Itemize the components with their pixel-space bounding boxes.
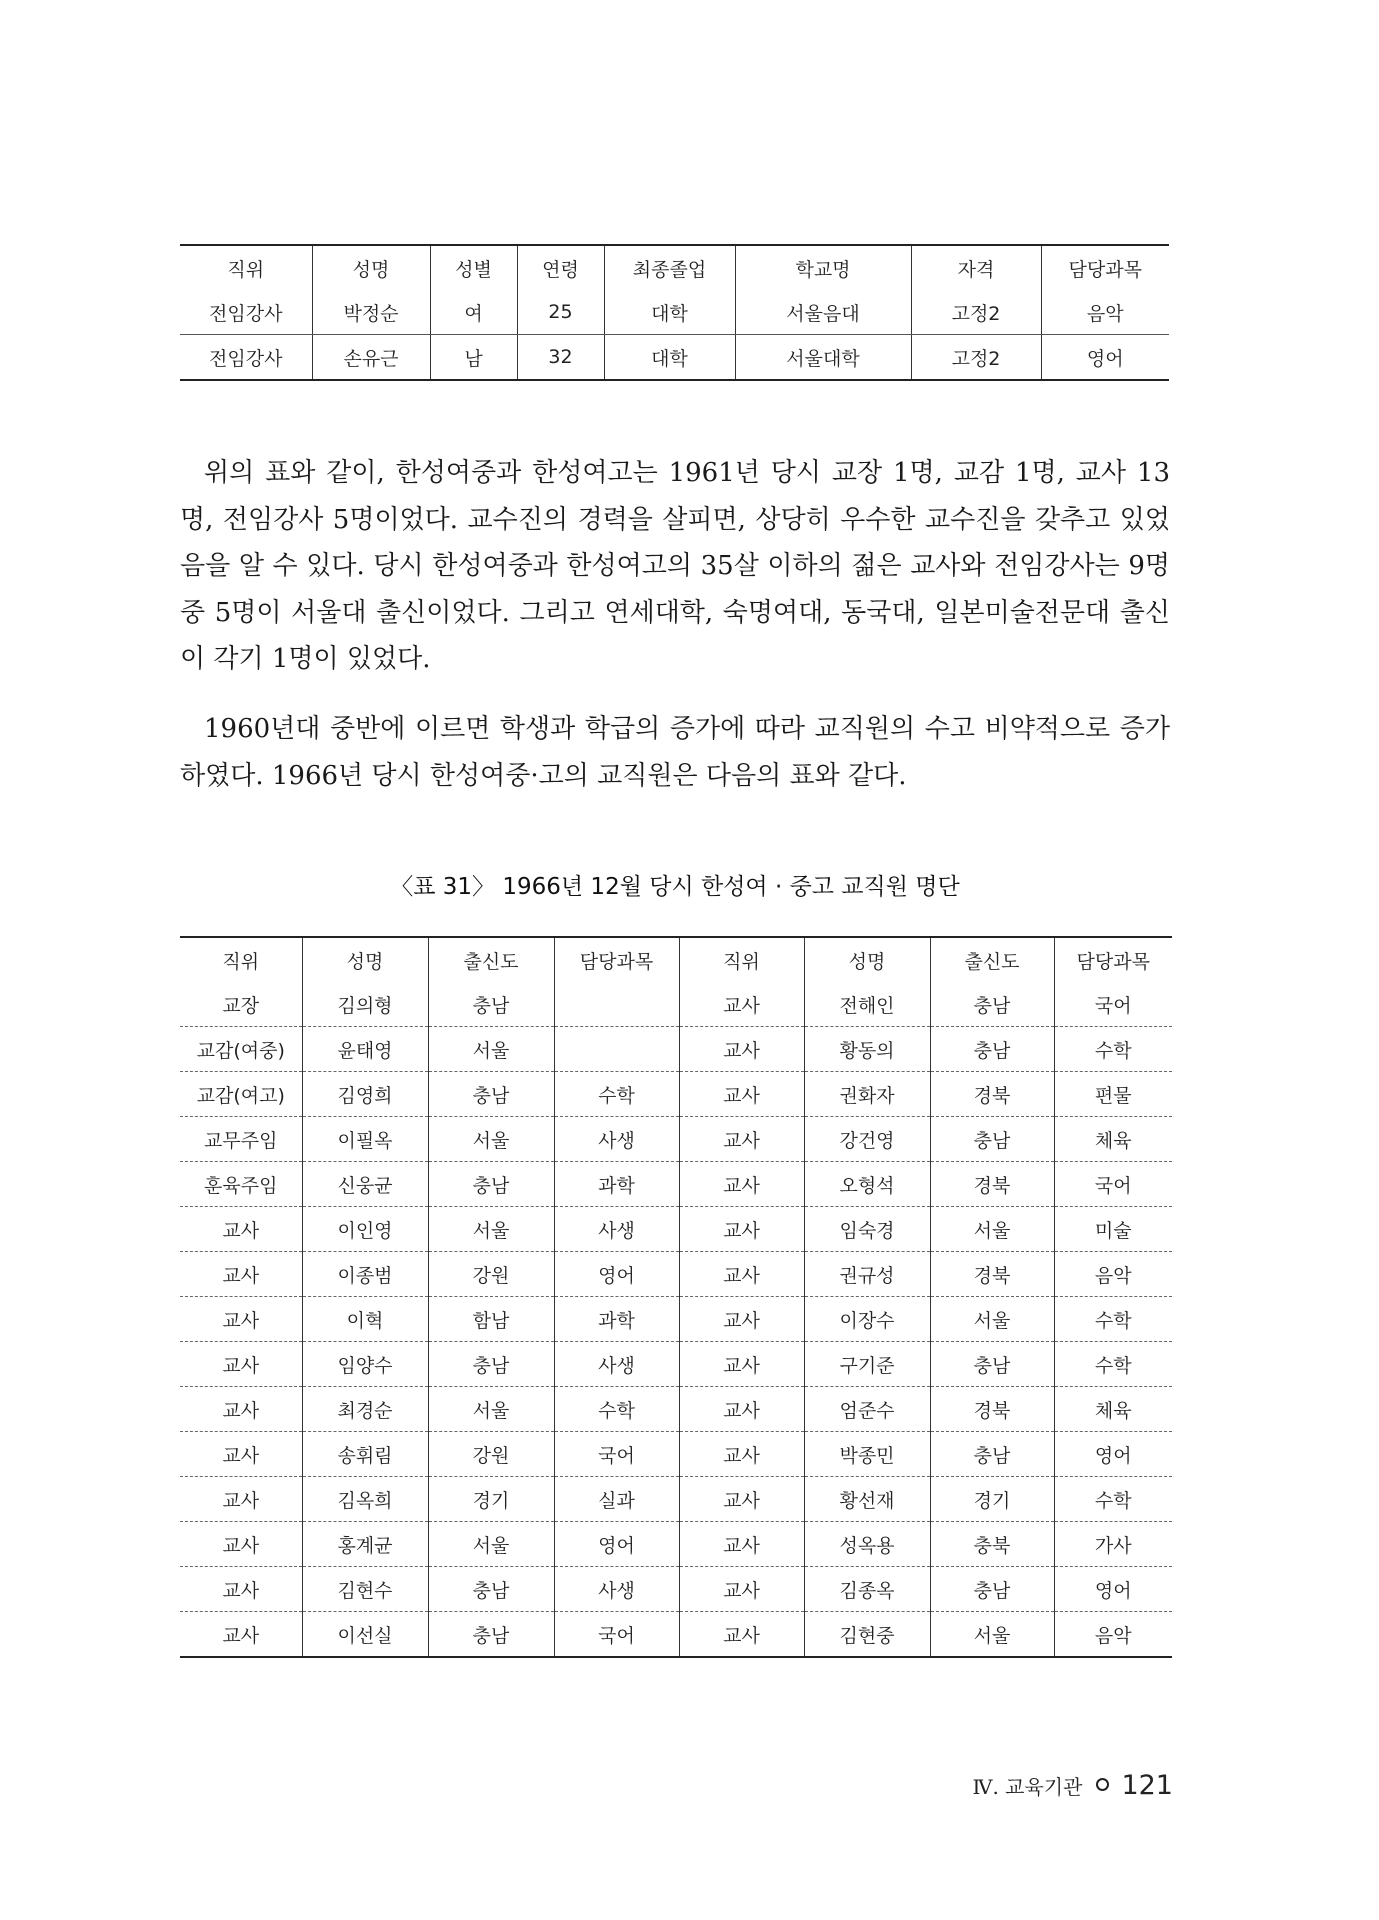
table-cell: 교사 xyxy=(180,1567,302,1612)
staff-roster-table xyxy=(180,936,1172,1658)
table-cell: 영어 xyxy=(1054,1567,1172,1612)
table-cell: 강건영 xyxy=(804,1117,930,1162)
table-cell: 박정순 xyxy=(312,290,430,335)
table-cell: 수학 xyxy=(1054,1027,1172,1072)
table-cell: 교사 xyxy=(180,1207,302,1252)
table-cell: 사생 xyxy=(554,1117,679,1162)
staff-table-body xyxy=(180,982,1172,1657)
table-cell: 체육 xyxy=(1054,1387,1172,1432)
table-cell: 경북 xyxy=(930,1387,1054,1432)
header-cell: 담당과목 xyxy=(1054,937,1172,982)
header-cell: 연령 xyxy=(517,245,604,290)
table-cell: 충남 xyxy=(428,982,554,1027)
table-cell: 임숙경 xyxy=(804,1207,930,1252)
table-row xyxy=(180,1477,1172,1522)
table-caption: 〈표 31〉 1966년 12월 당시 한성여 · 중고 교직원 명단 xyxy=(390,874,960,900)
table-cell: 교사 xyxy=(679,1117,804,1162)
table-cell: 오형석 xyxy=(804,1162,930,1207)
table-cell: 고정2 xyxy=(911,290,1041,335)
table-cell: 손유근 xyxy=(312,335,430,381)
table-cell: 충남 xyxy=(930,1567,1054,1612)
section-label: Ⅳ. 교육기관 xyxy=(972,1775,1083,1799)
table-cell: 교사 xyxy=(679,1027,804,1072)
table-cell: 충남 xyxy=(930,982,1054,1027)
table-cell: 훈육주임 xyxy=(180,1162,302,1207)
table-cell: 고정2 xyxy=(911,335,1041,381)
table-cell: 국어 xyxy=(554,1612,679,1658)
header-cell: 담당과목 xyxy=(554,937,679,982)
table-cell: 박종민 xyxy=(804,1432,930,1477)
header-cell: 자격 xyxy=(911,245,1041,290)
header-cell: 직위 xyxy=(222,950,260,973)
page-number: 121 xyxy=(1121,1770,1173,1801)
table-row xyxy=(180,335,1169,381)
table-row xyxy=(180,1387,1172,1432)
table-row xyxy=(180,1297,1172,1342)
table-cell: 수학 xyxy=(554,1387,679,1432)
table-row xyxy=(180,1162,1172,1207)
table-cell: 이혁 xyxy=(302,1297,428,1342)
header-cell: 직위 xyxy=(679,937,804,982)
table-cell: 교감(여고) xyxy=(180,1072,302,1117)
table-cell: 교사 xyxy=(679,1207,804,1252)
table-cell: 사생 xyxy=(554,1207,679,1252)
table-cell: 영어 xyxy=(554,1522,679,1567)
table-cell: 엄준수 xyxy=(804,1387,930,1432)
table-cell: 충남 xyxy=(428,1342,554,1387)
table-cell: 교장 xyxy=(180,982,302,1027)
table-cell: 충북 xyxy=(930,1522,1054,1567)
table-cell: 충남 xyxy=(930,1117,1054,1162)
table-cell: 교감(여중) xyxy=(180,1027,302,1072)
table-cell xyxy=(554,1027,679,1072)
table-row xyxy=(180,290,1169,335)
table-cell: 교사 xyxy=(679,1567,804,1612)
table-cell: 국어 xyxy=(554,1432,679,1477)
table-row xyxy=(180,1207,1172,1252)
table-cell: 송휘림 xyxy=(302,1432,428,1477)
table-cell: 교사 xyxy=(180,1297,302,1342)
table-cell: 교사 xyxy=(679,1252,804,1297)
table-cell: 이선실 xyxy=(302,1612,428,1658)
table-cell: 25 xyxy=(517,290,604,335)
table-cell: 경북 xyxy=(930,1072,1054,1117)
table-row xyxy=(180,1612,1172,1658)
table-cell: 편물 xyxy=(1054,1072,1172,1117)
table-row xyxy=(180,1027,1172,1072)
table-cell: 김옥희 xyxy=(302,1477,428,1522)
table-cell: 서울 xyxy=(428,1027,554,1072)
table-cell: 교사 xyxy=(679,1387,804,1432)
table-cell: 국어 xyxy=(1054,982,1172,1027)
table-cell: 체육 xyxy=(1054,1117,1172,1162)
table-header-row xyxy=(180,245,1169,290)
header-cell: 성명 xyxy=(804,937,930,982)
table-cell: 경북 xyxy=(930,1252,1054,1297)
table-cell: 사생 xyxy=(554,1342,679,1387)
table-cell: 교사 xyxy=(679,1477,804,1522)
table-cell: 서울 xyxy=(428,1117,554,1162)
table-cell: 교사 xyxy=(679,1522,804,1567)
table-cell: 교사 xyxy=(180,1387,302,1432)
table-cell: 교사 xyxy=(180,1252,302,1297)
table-cell: 충남 xyxy=(930,1027,1054,1072)
table-cell: 충남 xyxy=(428,1567,554,1612)
page-footer xyxy=(972,1770,1173,1801)
table-cell: 여 xyxy=(430,290,517,335)
table-row xyxy=(180,1432,1172,1477)
table-row xyxy=(180,1252,1172,1297)
header-cell: 성별 xyxy=(430,245,517,290)
header-cell: 학교명 xyxy=(735,245,911,290)
table-cell: 성옥용 xyxy=(804,1522,930,1567)
table-cell: 김현수 xyxy=(302,1567,428,1612)
table-cell: 가사 xyxy=(1054,1522,1172,1567)
table-cell: 권화자 xyxy=(804,1072,930,1117)
table-cell: 충남 xyxy=(930,1432,1054,1477)
table-cell: 임양수 xyxy=(302,1342,428,1387)
table-cell: 권규성 xyxy=(804,1252,930,1297)
table-row xyxy=(180,1342,1172,1387)
table-cell: 교사 xyxy=(180,1432,302,1477)
header-cell: 직위 xyxy=(227,258,265,281)
table-cell: 수학 xyxy=(1054,1477,1172,1522)
table-cell: 교사 xyxy=(180,1522,302,1567)
table-cell xyxy=(554,982,679,1027)
table-cell: 이필옥 xyxy=(302,1117,428,1162)
table-cell: 과학 xyxy=(554,1297,679,1342)
table-cell: 이종범 xyxy=(302,1252,428,1297)
table-cell: 국어 xyxy=(1054,1162,1172,1207)
table-cell: 충남 xyxy=(428,1162,554,1207)
table-cell: 수학 xyxy=(1054,1342,1172,1387)
table-cell: 교사 xyxy=(679,1432,804,1477)
table-cell: 김현중 xyxy=(804,1612,930,1658)
table-cell: 교무주임 xyxy=(180,1117,302,1162)
table-row xyxy=(180,1117,1172,1162)
table-cell: 음악 xyxy=(1054,1252,1172,1297)
table-cell: 대학 xyxy=(604,335,735,381)
table-cell: 교사 xyxy=(180,1477,302,1522)
table-cell: 함남 xyxy=(428,1297,554,1342)
body-paragraph: 위의 표와 같이, 한성여중과 한성여고는 1961년 당시 교장 1명, 교감 1명, 교사 13명, 전임강사 5명이었다. 교수진의 경력을 살피면, 상당히 우수한 교수진을 갖추고 있었음을 알 수 있다. 당시 한성여중과 한성여고의 35살 이하의 젊은 교사와 전임강사는 9명 중 5명이 서울대 출신이었다. 그리고 연세대학, 숙명여대, 동국대, 일본미술전문대 출신이 각기 1명이 있었다. xyxy=(180,458,1170,674)
table-cell: 영어 xyxy=(554,1252,679,1297)
table-cell: 이인영 xyxy=(302,1207,428,1252)
table-cell: 경기 xyxy=(428,1477,554,1522)
table-cell: 음악 xyxy=(1041,290,1169,335)
table-cell: 충남 xyxy=(930,1342,1054,1387)
table-cell: 교사 xyxy=(679,1342,804,1387)
header-cell: 성명 xyxy=(312,245,430,290)
header-cell: 성명 xyxy=(302,937,428,982)
table-cell: 강원 xyxy=(428,1252,554,1297)
table-cell: 영어 xyxy=(1041,335,1169,381)
header-cell: 담당과목 xyxy=(1041,245,1169,290)
table-row xyxy=(180,1072,1172,1117)
table-cell: 서울 xyxy=(930,1207,1054,1252)
table-cell: 서울 xyxy=(428,1387,554,1432)
table-cell: 교사 xyxy=(679,982,804,1027)
table-cell: 사생 xyxy=(554,1567,679,1612)
table-row xyxy=(180,1522,1172,1567)
table-cell: 황선재 xyxy=(804,1477,930,1522)
table-cell: 교사 xyxy=(222,1624,260,1647)
table-cell: 교사 xyxy=(679,1612,804,1658)
table-row xyxy=(180,1567,1172,1612)
header-cell: 최종졸업 xyxy=(604,245,735,290)
table-cell: 대학 xyxy=(604,290,735,335)
table-cell: 전해인 xyxy=(804,982,930,1027)
table-cell: 홍계균 xyxy=(302,1522,428,1567)
table-cell: 서울대학 xyxy=(735,335,911,381)
table-cell: 교사 xyxy=(679,1162,804,1207)
table-cell: 최경순 xyxy=(302,1387,428,1432)
table-cell: 김영희 xyxy=(302,1072,428,1117)
table-cell: 교사 xyxy=(679,1297,804,1342)
table-cell: 이장수 xyxy=(804,1297,930,1342)
table-cell: 실과 xyxy=(554,1477,679,1522)
table-cell: 교사 xyxy=(679,1072,804,1117)
table-cell: 윤태영 xyxy=(302,1027,428,1072)
table-cell: 서울 xyxy=(930,1612,1054,1658)
table-cell: 신웅균 xyxy=(302,1162,428,1207)
table-cell: 전임강사 xyxy=(180,290,312,335)
table-cell: 수학 xyxy=(1054,1297,1172,1342)
table-cell: 전임강사 xyxy=(209,347,283,370)
table-row xyxy=(180,982,1172,1027)
table-cell: 충남 xyxy=(428,1612,554,1658)
table-cell: 과학 xyxy=(554,1162,679,1207)
table-cell: 충남 xyxy=(428,1072,554,1117)
table-cell: 구기준 xyxy=(804,1342,930,1387)
table-cell: 서울음대 xyxy=(735,290,911,335)
body-paragraph: 1960년대 중반에 이르면 학생과 학급의 증가에 따라 교직원의 수고 비약적으로 증가하였다. 1966년 당시 한성여중·고의 교직원은 다음의 표와 같다. xyxy=(180,714,1170,791)
table-cell: 남 xyxy=(430,335,517,381)
table-cell: 경기 xyxy=(930,1477,1054,1522)
table-cell: 미술 xyxy=(1054,1207,1172,1252)
header-cell: 출신도 xyxy=(428,937,554,982)
table-cell: 황동의 xyxy=(804,1027,930,1072)
faculty-table-continued xyxy=(180,244,1169,381)
table-cell: 32 xyxy=(517,335,604,381)
bullet-icon xyxy=(1096,1778,1109,1791)
table-cell: 서울 xyxy=(930,1297,1054,1342)
table-cell: 영어 xyxy=(1054,1432,1172,1477)
table-cell: 서울 xyxy=(428,1207,554,1252)
table-cell: 서울 xyxy=(428,1522,554,1567)
table-cell: 경북 xyxy=(930,1162,1054,1207)
table-header-row xyxy=(180,937,1172,982)
table-cell: 김의형 xyxy=(302,982,428,1027)
table-cell: 교사 xyxy=(180,1342,302,1387)
table-cell: 김종옥 xyxy=(804,1567,930,1612)
table-cell: 음악 xyxy=(1054,1612,1172,1658)
table-cell: 수학 xyxy=(554,1072,679,1117)
header-cell: 출신도 xyxy=(930,937,1054,982)
table-cell: 강원 xyxy=(428,1432,554,1477)
